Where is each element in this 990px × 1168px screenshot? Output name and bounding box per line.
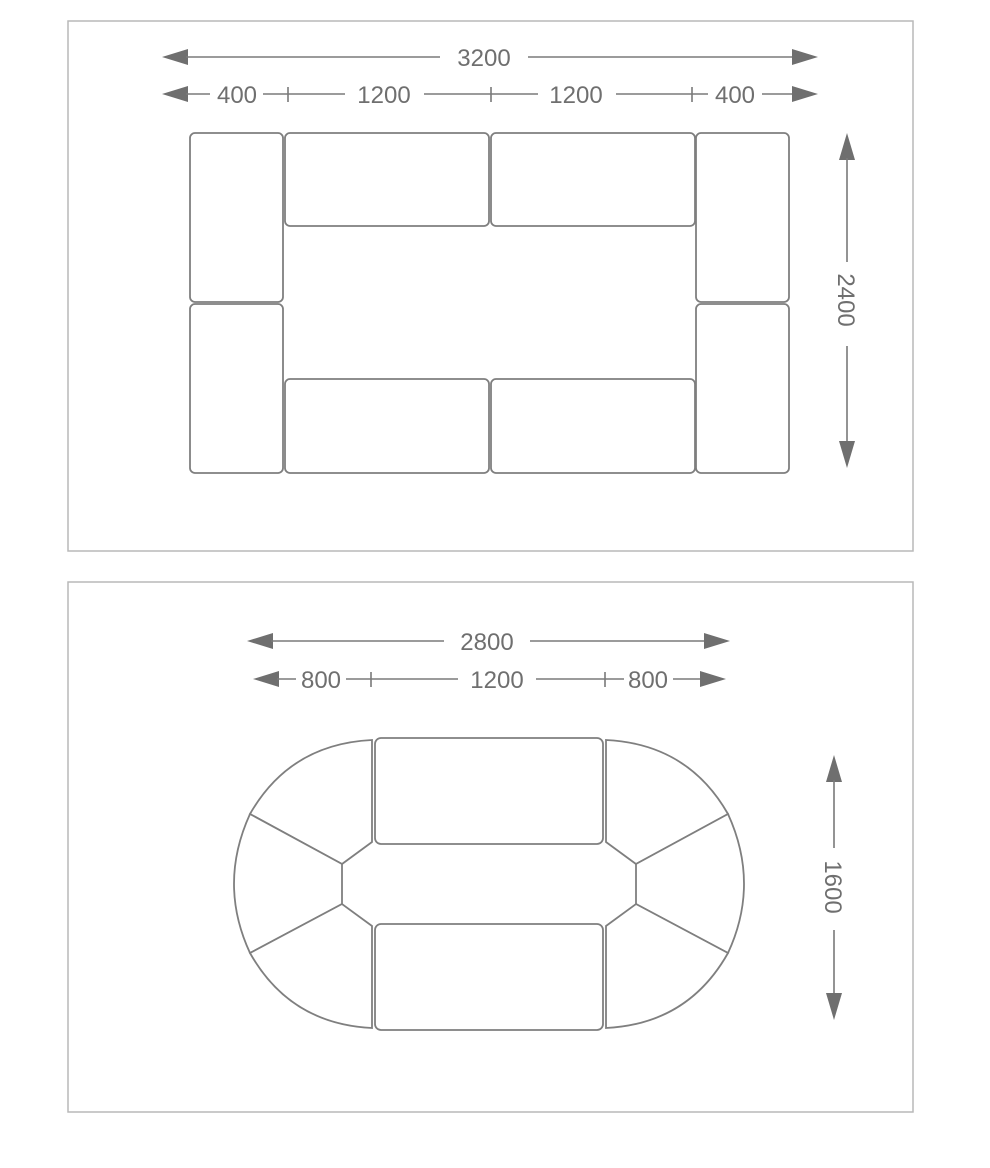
corner-seat <box>190 133 283 302</box>
straight-seat <box>285 133 489 226</box>
segment-width-dimension <box>253 667 726 694</box>
corner-seat <box>696 133 789 302</box>
segment-label-2: 1200 <box>470 667 524 694</box>
straight-seat <box>491 379 695 473</box>
rectangular-layout-panel <box>68 21 913 551</box>
corner-seat <box>190 304 283 473</box>
height-label: 1600 <box>819 860 846 914</box>
height-label: 2400 <box>832 273 859 327</box>
straight-seat <box>375 924 603 1030</box>
segment-label-1: 400 <box>216 82 258 109</box>
total-width-label: 3200 <box>457 45 511 72</box>
panel-frame <box>68 582 913 1112</box>
segment-label-2: 1200 <box>357 82 411 109</box>
segment-label-3: 800 <box>627 667 669 694</box>
corner-seat <box>696 304 789 473</box>
segment-label-3: 1200 <box>549 82 603 109</box>
straight-seat <box>375 738 603 844</box>
oval-layout-panel <box>68 582 913 1112</box>
total-width-label: 2800 <box>460 629 514 656</box>
segment-label-1: 800 <box>300 667 342 694</box>
segment-label-4: 400 <box>714 82 756 109</box>
straight-seat <box>285 379 489 473</box>
straight-seat <box>491 133 695 226</box>
